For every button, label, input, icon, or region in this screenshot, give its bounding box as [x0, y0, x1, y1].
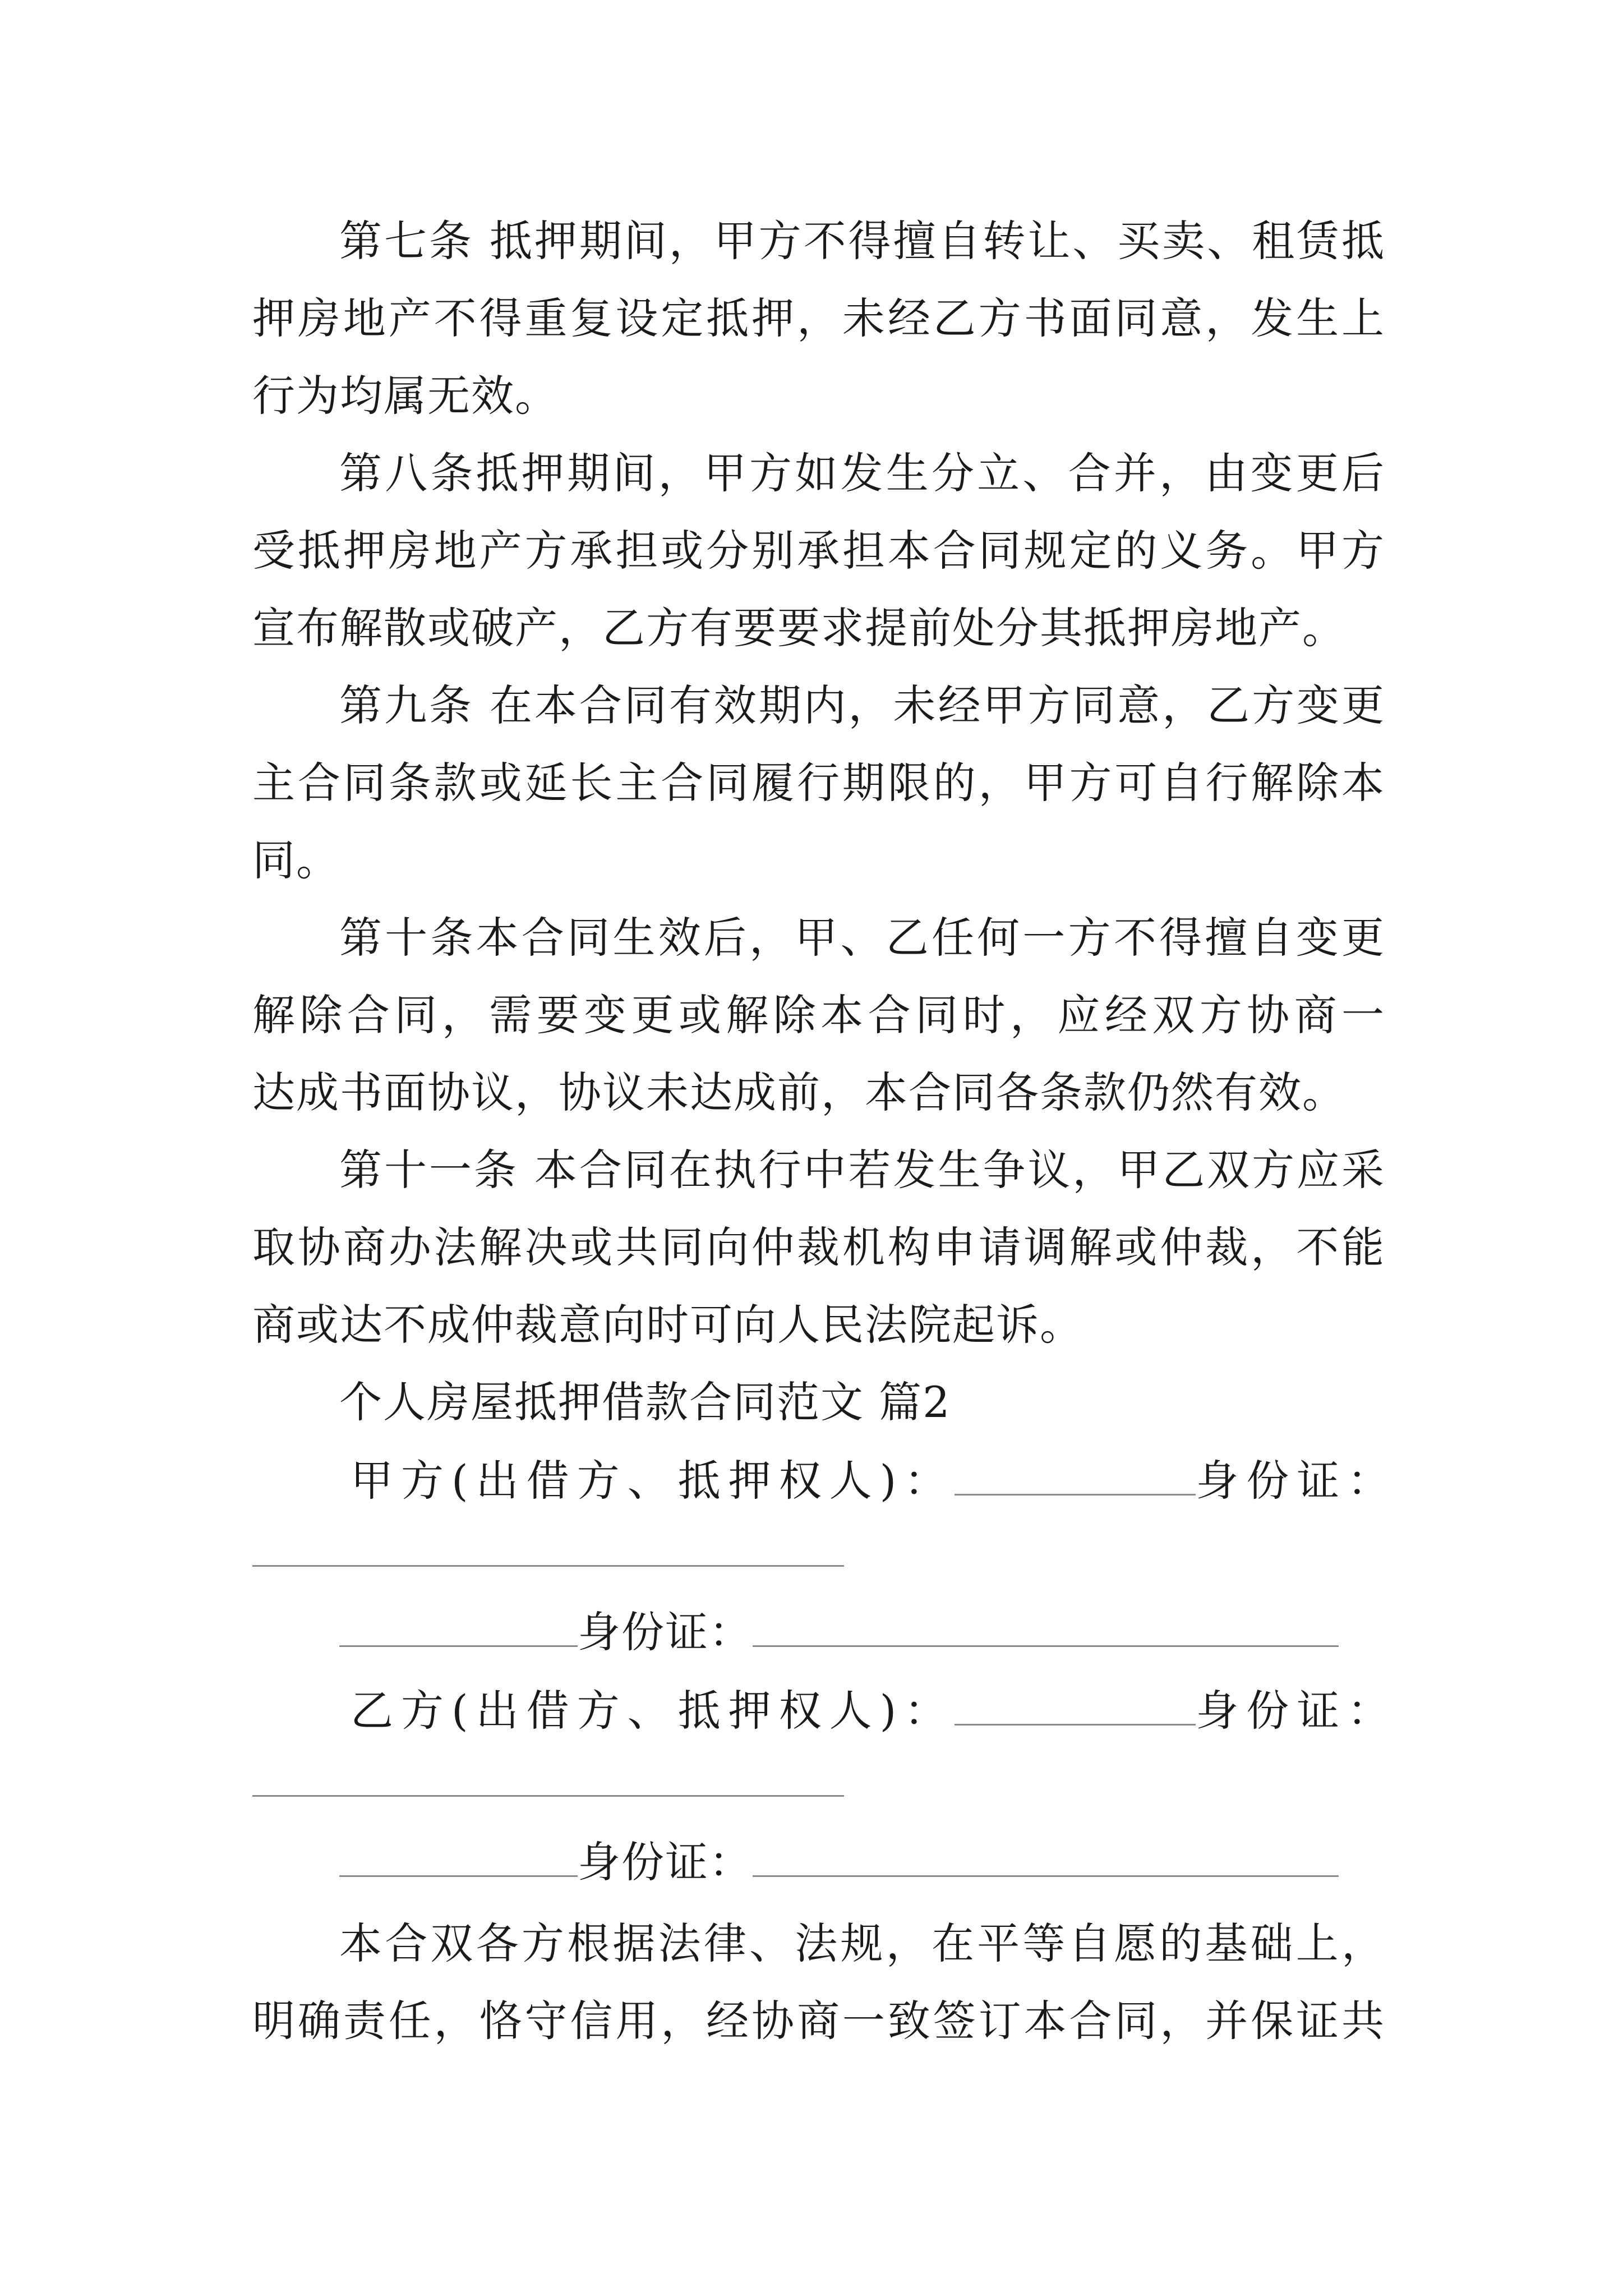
party-b-line: [351, 1683, 1483, 1739]
party-a-id-blank[interactable]: [252, 1565, 844, 1567]
party-a-extra-blank[interactable]: [339, 1606, 578, 1647]
article-10-line-1: 第十条本合同生效后，甲、乙任何一方不得擅自变更: [339, 913, 1385, 963]
party-a-id-blank-2[interactable]: [753, 1606, 1339, 1647]
party-a-name-blank[interactable]: [955, 1455, 1196, 1496]
article-11-line-2: 取协商办法解决或共同向仲裁机构申请调解或仲裁，不能: [252, 1222, 1385, 1272]
party-a-line-2: [339, 1604, 1472, 1660]
article-8-line-3: 宣布解散或破产，乙方有要要求提前处分其抵押房地产。: [252, 603, 1346, 653]
party-b-id-label-2: 身份证：: [578, 1837, 753, 1887]
party-a-line: [351, 1453, 1483, 1509]
article-9-line-1: 第九条 在本合同有效期内，未经甲方同意，乙方变更: [339, 680, 1385, 730]
party-b-label: 乙方(出借方、抵押权人)：: [351, 1686, 955, 1736]
party-a-label: 甲方(出借方、抵押权人)：: [351, 1456, 955, 1506]
preamble-line-2: 明确责任，恪守信用，经协商一致签订本合同，并保证共: [252, 1996, 1385, 2046]
article-8-line-2: 受抵押房地产方承担或分别承担本合同规定的义务。甲方: [252, 526, 1385, 576]
party-a-id-label-2: 身份证：: [578, 1607, 753, 1657]
article-9-line-2: 主合同条款或延长主合同履行期限的，甲方可自行解除本: [252, 758, 1385, 808]
party-b-line-2: [339, 1834, 1472, 1890]
party-b-extra-blank[interactable]: [339, 1836, 578, 1877]
article-10-line-3: 达成书面协议，协议未达成前，本合同各条款仍然有效。: [252, 1068, 1346, 1117]
party-a-id-label: 身份证：: [1196, 1456, 1398, 1506]
party-b-id-blank[interactable]: [252, 1795, 844, 1797]
party-b-id-blank-2[interactable]: [753, 1836, 1339, 1877]
article-11-line-1: 第十一条 本合同在执行中若发生争议，甲乙双方应采: [339, 1145, 1385, 1195]
article-8-line-1: 第八条抵押期间，甲方如发生分立、合并，由变更后: [339, 448, 1385, 498]
article-7-line-1: 第七条 抵押期间，甲方不得擅自转让、买卖、租赁抵: [339, 216, 1385, 266]
preamble-line-1: 本合双各方根据法律、法规，在平等自愿的基础上，: [339, 1918, 1385, 1968]
article-10-line-2: 解除合同，需要变更或解除本合同时，应经双方协商一: [252, 990, 1385, 1040]
section-title: 个人房屋抵押借款合同范文 篇2: [339, 1377, 951, 1427]
party-b-name-blank[interactable]: [955, 1685, 1196, 1726]
article-11-line-3: 商或达不成仲裁意向时可向人民法院起诉。: [252, 1300, 1083, 1350]
article-9-line-3: 同。: [252, 835, 340, 885]
article-7-line-2: 押房地产不得重复设定抵押，未经乙方书面同意，发生上: [252, 293, 1385, 343]
party-b-id-label: 身份证：: [1196, 1686, 1398, 1736]
article-7-line-3: 行为均属无效。: [252, 371, 559, 421]
